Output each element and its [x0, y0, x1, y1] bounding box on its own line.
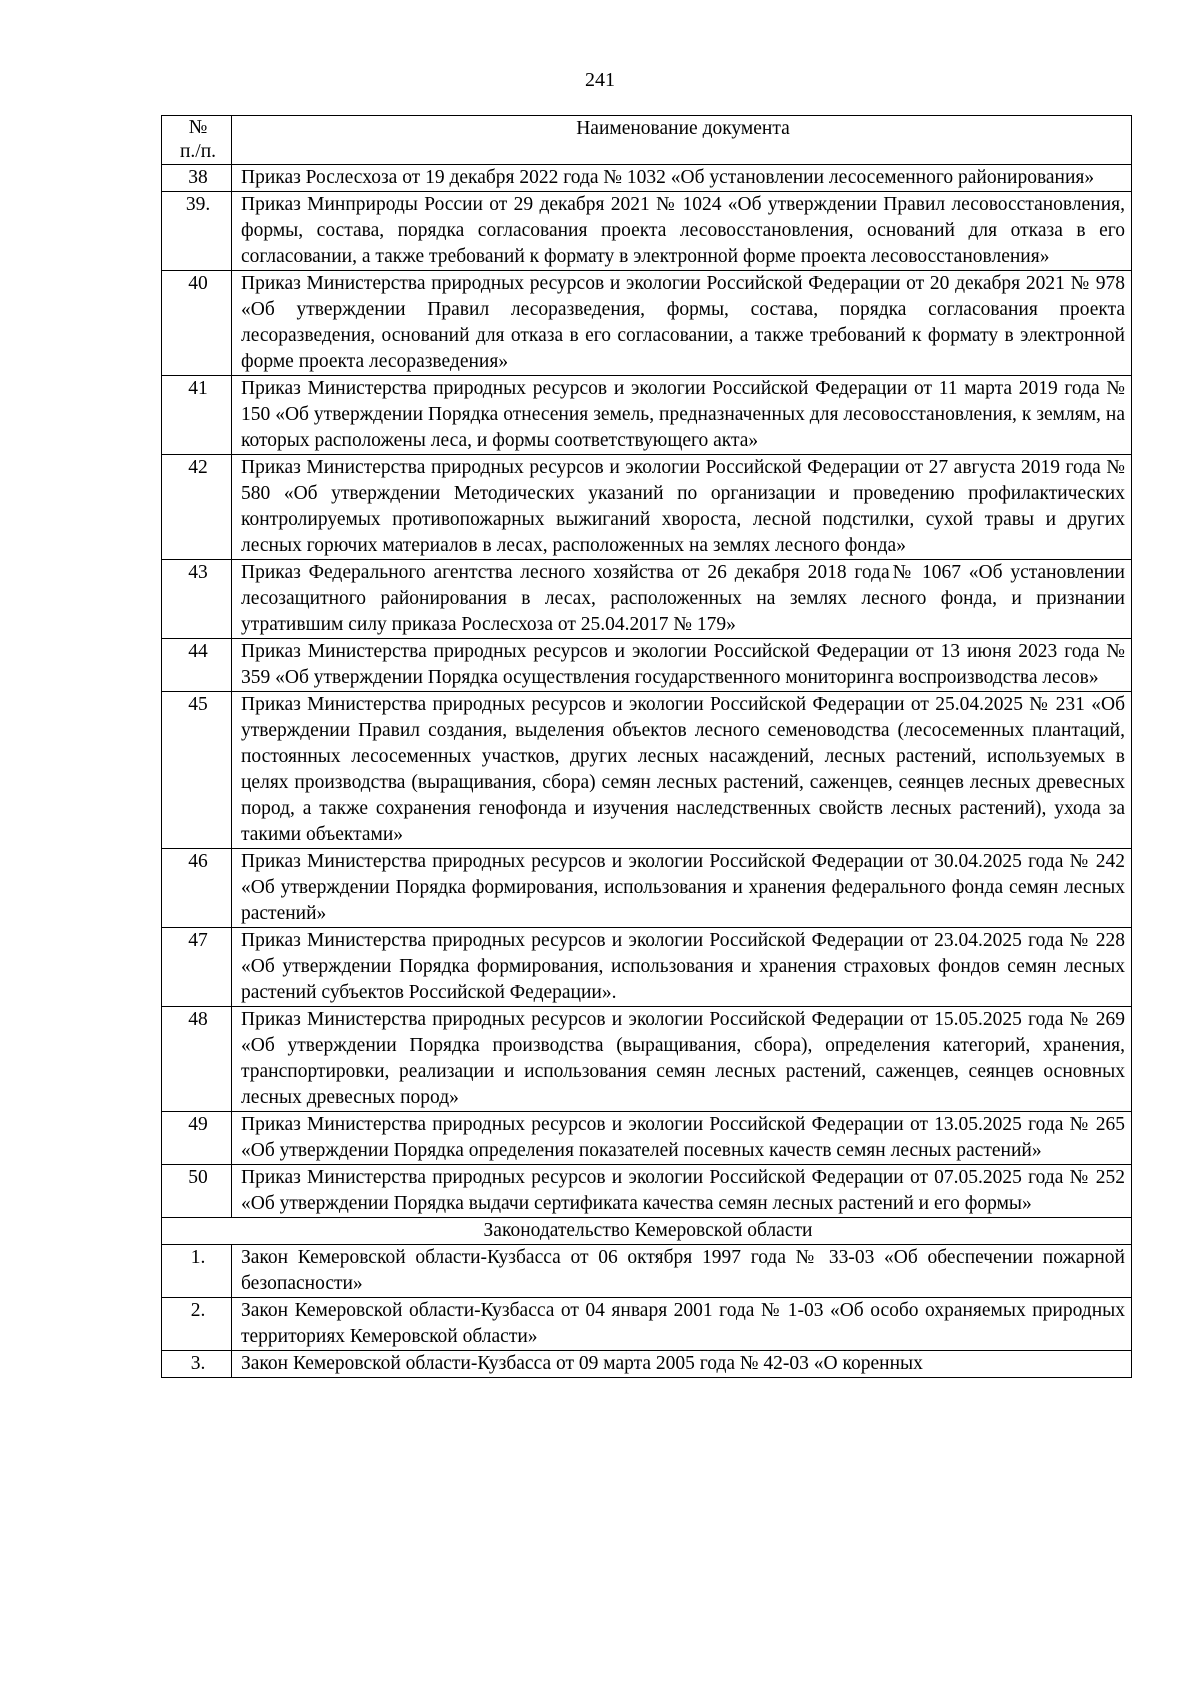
row-number: 40 — [162, 271, 232, 376]
table-row — [162, 376, 1132, 455]
row-number: 50 — [162, 1165, 232, 1218]
table-row — [162, 1245, 1132, 1298]
number-sign: № — [188, 117, 208, 138]
table-row — [162, 1351, 1132, 1378]
row-number: 47 — [162, 928, 232, 1007]
document-name: Приказ Минприроды России от 29 декабря 2021 № 1024 «Об утверждении Правил лесовосстановления, формы, состава, порядка согласования проекта лесовосстановления, оснований для отказа в его согласовании, а также требований к формату в электронной форме проекта лесовосстановления» — [232, 192, 1132, 271]
document-name: Закон Кемеровской области-Кузбасса от 06 октября 1997 года № 33-03 «Об обеспечении пожарной безопасности» — [232, 1245, 1132, 1298]
section-header-row — [162, 1218, 1132, 1245]
row-number: 49 — [162, 1112, 232, 1165]
table-row — [162, 1165, 1132, 1218]
table-row — [162, 192, 1132, 271]
document-name: Приказ Министерства природных ресурсов и экологии Российской Федерации от 27 августа 2019 года № 580 «Об утверждении Методических указаний по организации и проведению профилактических контролируемых противопожарных выжиганий хвороста, лесной подстилки, сухой травы и других лесных горючих материалов в лесах, расположенных на землях лесного фонда» — [232, 455, 1132, 560]
table-row — [162, 271, 1132, 376]
table-row — [162, 1298, 1132, 1351]
document-name: Приказ Министерства природных ресурсов и экологии Российской Федерации от 30.04.2025 года № 242 «Об утверждении Порядка формирования, использования и хранения федерального фонда семян лесных растений» — [232, 849, 1132, 928]
document-name: Приказ Министерства природных ресурсов и экологии Российской Федерации от 07.05.2025 года № 252 «Об утверждении Порядка выдачи сертификата качества семян лесных растений и его формы» — [232, 1165, 1132, 1218]
table-row — [162, 560, 1132, 639]
row-number: 2. — [162, 1298, 232, 1351]
table-row — [162, 1112, 1132, 1165]
row-number: 3. — [162, 1351, 232, 1378]
row-number: 38 — [162, 165, 232, 192]
row-number: 48 — [162, 1007, 232, 1112]
document-name: Приказ Министерства природных ресурсов и экологии Российской Федерации от 23.04.2025 года № 228 «Об утверждении Порядка формирования, использования и хранения страховых фондов семян лесных растений субъектов Российской Федерации». — [232, 928, 1132, 1007]
row-number: 45 — [162, 692, 232, 849]
table-row — [162, 165, 1132, 192]
document-name: Приказ Министерства природных ресурсов и экологии Российской Федерации от 15.05.2025 года № 269 «Об утверждении Порядка производства (выращивания, сбора), определения категорий, хранения, транспортировки, реализации и использования семян лесных растений, саженцев, сеянцев основных лесных древесных пород» — [232, 1007, 1132, 1112]
table-row — [162, 692, 1132, 849]
table-header-row — [162, 116, 1132, 165]
table-row — [162, 455, 1132, 560]
row-number: 1. — [162, 1245, 232, 1298]
number-column-header — [162, 116, 232, 165]
section-title: Законодательство Кемеровской области — [162, 1218, 1132, 1245]
document-name: Закон Кемеровской области-Кузбасса от 09 марта 2005 года № 42-03 «О коренных — [232, 1351, 1132, 1378]
document-name: Приказ Министерства природных ресурсов и экологии Российской Федерации от 20 декабря 2021 № 978 «Об утверждении Правил лесоразведения, формы, состава, порядка согласования проекта лесоразведения, оснований для отказа в его согласовании, а также требований к формату в электронной форме проекта лесоразведения» — [232, 271, 1132, 376]
page-number: 241 — [585, 69, 615, 91]
name-column-header: Наименование документа — [232, 116, 1132, 165]
row-number: 46 — [162, 849, 232, 928]
row-number: 42 — [162, 455, 232, 560]
document-name: Приказ Федерального агентства лесного хозяйства от 26 декабря 2018 года№ 1067 «Об установлении лесозащитного районирования в лесах, расположенных на землях лесного фонда, и признании утратившим силу приказа Рослесхоза от 25.04.2017 № 179» — [232, 560, 1132, 639]
document-name: Приказ Министерства природных ресурсов и экологии Российской Федерации от 25.04.2025 № 231 «Об утверждении Правил создания, выделения объектов лесного семеноводства (лесосеменных плантаций, постоянных лесосеменных участков, других лесных насаждений, лесных растений, используемых в целях производства (выращивания, сбора) семян лесных растений, саженцев, сеянцев лесных древесных пород, а также сохранения генофонда и изучения наследственных свойств лесных растений), ухода за такими объектами» — [232, 692, 1132, 849]
table-row — [162, 1007, 1132, 1112]
document-name: Приказ Министерства природных ресурсов и экологии Российской Федерации от 13 июня 2023 года № 359 «Об утверждении Порядка осуществления государственного мониторинга воспроизводства лесов» — [232, 639, 1132, 692]
table-row — [162, 928, 1132, 1007]
document-name: Закон Кемеровской области-Кузбасса от 04 января 2001 года № 1-03 «Об особо охраняемых природных территориях Кемеровской области» — [232, 1298, 1132, 1351]
row-number: 43 — [162, 560, 232, 639]
documents-table — [161, 115, 1132, 1378]
row-number: 39. — [162, 192, 232, 271]
table-row — [162, 849, 1132, 928]
number-abbrev: п./п. — [179, 141, 217, 162]
document-name: Приказ Рослесхоза от 19 декабря 2022 года № 1032 «Об установлении лесосеменного районирования» — [232, 165, 1132, 192]
document-name: Приказ Министерства природных ресурсов и экологии Российской Федерации от 11 марта 2019 года № 150 «Об утверждении Порядка отнесения земель, предназначенных для лесовосстановления, к землям, на которых расположены леса, и формы соответствующего акта» — [232, 376, 1132, 455]
row-number: 41 — [162, 376, 232, 455]
document-name: Приказ Министерства природных ресурсов и экологии Российской Федерации от 13.05.2025 года № 265 «Об утверждении Порядка определения показателей посевных качеств семян лесных растений» — [232, 1112, 1132, 1165]
table-row — [162, 639, 1132, 692]
row-number: 44 — [162, 639, 232, 692]
